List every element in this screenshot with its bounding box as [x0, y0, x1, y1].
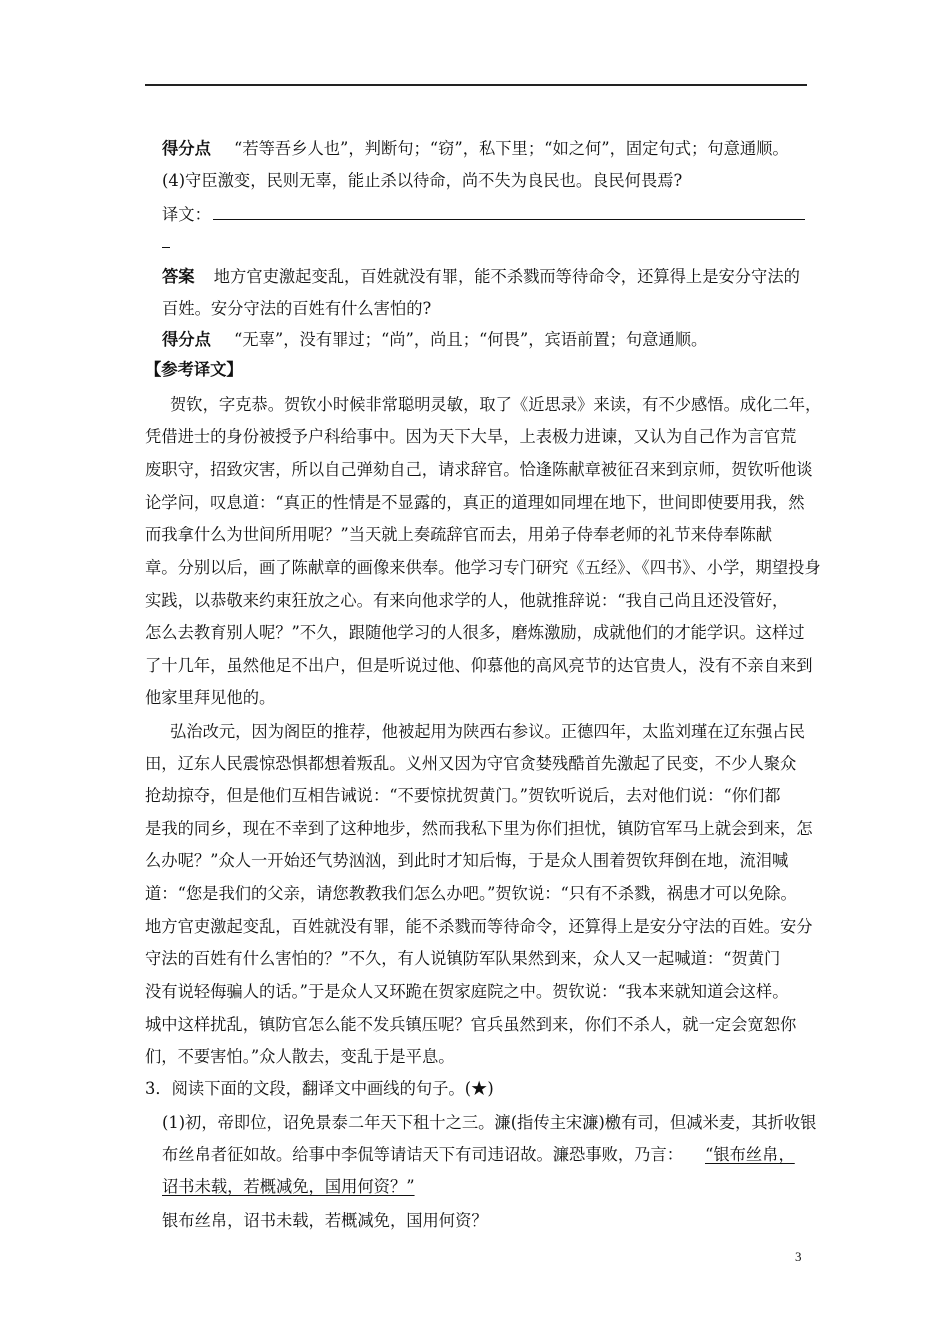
- sentence-to-translate: 银布丝帛，诏书未载，若概减免，国用何资？: [162, 1211, 488, 1230]
- ref-line: 们，不要害怕。”众人散去，变乱于是平息。: [145, 1047, 455, 1066]
- passage-line: [162, 1145, 795, 1165]
- ref-line: 实践，以恭敬来约束狂放之心。有来向他求学的人，他就推辞说：“我自己尚且还没管好，: [145, 591, 789, 610]
- scoring-point-1: [162, 139, 789, 159]
- ref-line: 凭借进士的身份被授予户科给事中。因为天下大旱，上表极力进谏，又认为自己作为言官荒: [145, 427, 797, 446]
- ref-line: 弘治改元，因为阁臣的推荐，他被起用为陕西右参议。正德四年，太监刘瑾在辽东强占民: [170, 722, 805, 741]
- ref-line: 么办呢？”众人一开始还气势汹汹，到此时才知后悔，于是众人围着贺钦拜倒在地，流泪喊: [145, 851, 789, 870]
- ref-line: 废职守，招致灾害，所以自己弹劾自己，请求辞官。恰逢陈献章被征召来到京师，贺钦听他谈: [145, 460, 813, 479]
- question-4: (4)守臣激变，民则无辜，能止杀以待命，尚不失为良民也。良民何畏焉?: [162, 171, 683, 190]
- answer-4: [162, 267, 800, 287]
- header-rule: [145, 84, 807, 86]
- ref-line: 抢劫掠夺，但是他们互相告诫说：“不要惊扰贺黄门。”贺钦听说后，去对他们说：“你们都: [145, 786, 781, 805]
- passage-line: [162, 1177, 415, 1197]
- translation-field: [162, 205, 805, 225]
- underlined-sentence: 诏书未载，若概减免，国用何资？”: [162, 1177, 415, 1196]
- translation-prompt: 译文：: [162, 205, 211, 224]
- ref-line: 贺钦，字克恭。贺钦小时候非常聪明灵敏，取了《近思录》来读，有不少感悟。成化二年，: [170, 395, 822, 414]
- ref-line: 章。分别以后，画了陈献章的画像来供奉。他学习专门研究《五经》、《四书》、小学，期望投身: [145, 558, 821, 577]
- page-number: 3: [795, 1249, 802, 1264]
- answer-text-1: 地方官吏激起变乱，百姓就没有罪，能不杀戮而等待命令，还算得上是安分守法的: [213, 267, 800, 286]
- passage-text: 布丝帛者征如故。给事中李侃等请诘天下有司违诏故。濂恐事败，乃言：: [162, 1145, 684, 1164]
- ref-line: 而我拿什么为世间所用呢？”当天就上奏疏辞官而去，用弟子侍奉老师的礼节来侍奉陈献: [145, 525, 773, 544]
- ref-line: 是我的同乡，现在不幸到了这种地步，然而我私下里为你们担忧，镇防官军马上就会到来，怎: [145, 819, 813, 838]
- translation-blank-continued: [162, 233, 170, 253]
- answer-text-2: 百姓。安分守法的百姓有什么害怕的?: [162, 299, 432, 318]
- ref-line: 了十几年，虽然他足不出户，但是听说过他、仰慕他的高风亮节的达官贵人，没有不亲自来到: [145, 656, 813, 675]
- ref-line: 守法的百姓有什么害怕的？”不久，有人说镇防军队果然到来，众人又一起喊道：“贺黄门: [145, 949, 781, 968]
- ref-line: 地方官吏激起变乱，百姓就没有罪，能不杀戮而等待命令，还算得上是安分守法的百姓。安分: [145, 917, 813, 936]
- answer-label: 答案: [162, 267, 195, 286]
- scoring-label: 得分点: [162, 330, 211, 349]
- question-3-stem: 3．阅读下面的文段，翻译文中画线的句子。(★): [145, 1079, 494, 1098]
- passage-line: (1)初，帝即位，诏免景泰二年天下租十之三。濂(指传主宋濂)檄有司，但减米麦，其折收银: [162, 1113, 817, 1132]
- translation-blank[interactable]: [213, 205, 805, 220]
- reference-heading: 【参考译文】: [145, 360, 243, 379]
- ref-line: 道：“您是我们的父亲，请您教教我们怎么办吧。”贺钦说：“只有不杀戮，祸患才可以免除。: [145, 884, 797, 903]
- ref-line: 论学问，叹息道：“真正的性情是不显露的，真正的道理如同埋在地下，世间即使要用我，然: [145, 493, 805, 512]
- ref-line: 他家里拜见他的。: [145, 688, 276, 707]
- scoring-point-2: [162, 330, 707, 350]
- ref-line: 没有说轻侮骗人的话。”于是众人又环跪在贺家庭院之中。贺钦说：“我本来就知道会这样。: [145, 982, 789, 1001]
- scoring-text: “若等吾乡人也”，判断句；“窃”，私下里；“如之何”，固定句式；句意通顺。: [234, 139, 789, 158]
- scoring-label: 得分点: [162, 139, 211, 158]
- ref-line: 怎么去教育别人呢？”不久，跟随他学习的人很多，磨炼激励，成就他们的才能学识。这样过: [145, 623, 805, 642]
- scoring-text: “无辜”，没有罪过；“尚”，尚且；“何畏”，宾语前置；句意通顺。: [234, 330, 708, 349]
- ref-line: 田，辽东人民震惊恐惧都想着叛乱。义州又因为守官贪婪残酷首先激起了民变，不少人聚众: [145, 754, 797, 773]
- underlined-sentence: “银布丝帛，: [705, 1145, 795, 1164]
- ref-line: 城中这样扰乱，镇防官怎么能不发兵镇压呢？官兵虽然到来，你们不杀人，就一定会宽恕你: [145, 1015, 797, 1034]
